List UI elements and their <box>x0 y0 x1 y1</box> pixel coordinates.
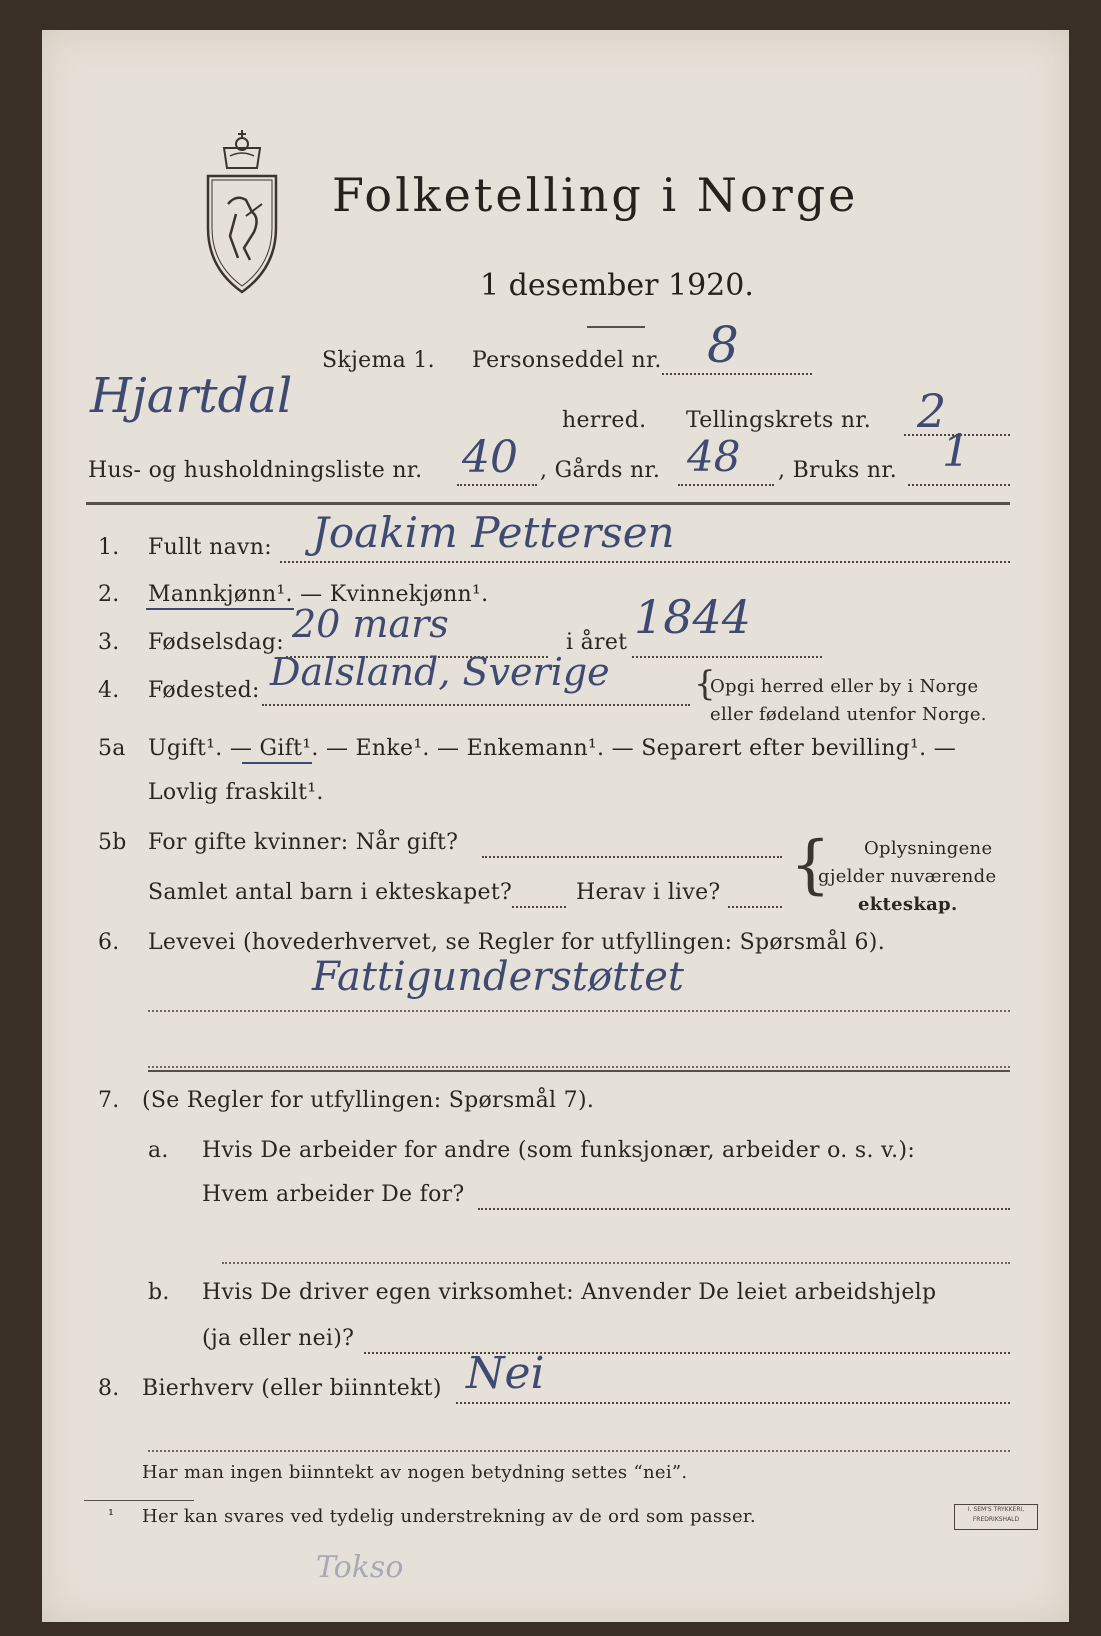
q2-gender-underline <box>146 608 294 610</box>
q6-number: 6. <box>98 930 120 955</box>
q4-birthplace-value[interactable]: Dalsland, Sverige <box>270 650 610 694</box>
printer-stamp-text: I. SEM'S TRYKKERI, FREDRIKSHALD <box>967 1506 1025 1523</box>
footer-note: Har man ingen biinntekt av nogen betydning settes “nei”. <box>142 1462 688 1483</box>
census-form-sheet <box>42 30 1069 1622</box>
q6-divider <box>148 1070 1010 1072</box>
q5b-note-line3: ekteskap. <box>858 894 958 915</box>
herred-value[interactable]: Hjartdal <box>90 368 293 424</box>
q8-line2 <box>148 1450 1010 1452</box>
bruks-line <box>908 484 1010 486</box>
footnote-text: Her kan svares ved tydelig understrekning av de ord som passer. <box>142 1506 756 1527</box>
q8-side-income-value[interactable]: Nei <box>466 1348 545 1399</box>
q4-note-line2: eller fødeland utenfor Norge. <box>710 704 987 725</box>
herred-label: herred. <box>562 408 647 433</box>
footnote-mark: ¹ <box>108 1506 115 1524</box>
title-rule <box>587 326 645 328</box>
printer-stamp <box>954 1504 1038 1530</box>
q7-number: 7. <box>98 1088 120 1113</box>
q5b-alive-label: Herav i live? <box>576 880 721 905</box>
q4-number: 4. <box>98 678 120 703</box>
q6-line1 <box>148 1010 1010 1012</box>
q7a-label-line1: Hvis De arbeider for andre (som funksjonær, arbeider o. s. v.): <box>202 1138 916 1163</box>
q5b-children-line <box>512 906 566 908</box>
hus-line <box>457 484 537 486</box>
q3-label: Fødselsdag: <box>148 630 285 655</box>
q1-number: 1. <box>98 535 120 560</box>
q7b-label-line2: (ja eller nei)? <box>202 1326 355 1351</box>
q4-brace: { <box>694 664 716 704</box>
gards-label: , Gårds nr. <box>540 458 661 483</box>
q5a-label-line2: Lovlig fraskilt¹. <box>148 780 324 805</box>
pencil-annotation: Tokso <box>316 1550 404 1585</box>
form-date: 1 desember 1920. <box>480 268 754 303</box>
norway-coat-of-arms-icon <box>202 108 282 294</box>
q2-gender-options: Mannkjønn¹. — Kvinnekjønn¹. <box>148 582 489 607</box>
q7-label: (Se Regler for utfyllingen: Spørsmål 7). <box>142 1088 595 1113</box>
q3-birthday-value[interactable]: 20 mars <box>292 602 449 646</box>
q3-year-value[interactable]: 1844 <box>634 590 752 644</box>
q1-line <box>280 561 1010 563</box>
q8-number: 8. <box>98 1376 120 1401</box>
q3-number: 3. <box>98 630 120 655</box>
q5b-note-line2: gjelder nuværende <box>818 866 997 887</box>
q5b-alive-line <box>728 906 782 908</box>
q2-number: 2. <box>98 582 120 607</box>
q5a-number: 5a <box>98 736 126 761</box>
q8-label: Bierhverv (eller biinntekt) <box>142 1376 442 1401</box>
header-divider <box>86 502 1010 505</box>
bruks-value[interactable]: 1 <box>942 426 970 477</box>
q4-label: Fødested: <box>148 678 260 703</box>
q7a-employer-line <box>478 1208 1010 1210</box>
footnote-rule <box>84 1500 194 1501</box>
q6-line2 <box>148 1066 1010 1068</box>
q5b-children-label: Samlet antal barn i ekteskapet? <box>148 880 513 905</box>
q3-year-line <box>632 656 822 658</box>
q3-year-label: i året <box>566 630 628 655</box>
tellingskrets-label: Tellingskrets nr. <box>686 408 871 433</box>
q5a-gift-underline <box>242 762 312 764</box>
hus-value[interactable]: 40 <box>462 432 518 483</box>
q1-label: Fullt navn: <box>148 535 272 560</box>
q7b-letter: b. <box>148 1280 170 1305</box>
personseddel-label: Personseddel nr. <box>472 348 662 373</box>
gards-value[interactable]: 48 <box>687 432 741 481</box>
q8-line <box>456 1402 1010 1404</box>
q5b-number: 5b <box>98 830 127 855</box>
hus-label: Hus- og husholdningsliste nr. <box>88 458 423 483</box>
q5b-brace: { <box>790 828 831 902</box>
q5b-note-line1: Oplysningene <box>864 838 993 859</box>
q5b-when-married-label: For gifte kvinner: Når gift? <box>148 830 459 855</box>
q5a-marital-options: Ugift¹. — Gift¹. — Enke¹. — Enkemann¹. — Separert efter bevilling¹. — <box>148 736 957 761</box>
q7b-answer-line <box>364 1352 1010 1354</box>
tellingskrets-value[interactable]: 2 <box>917 384 947 438</box>
q4-note-line1: Opgi herred eller by i Norge <box>710 676 979 697</box>
q7a-employer-line2 <box>222 1262 1010 1264</box>
q5b-when-married-line <box>482 856 782 858</box>
q7a-letter: a. <box>148 1138 169 1163</box>
form-title: Folketelling i Norge <box>332 168 859 222</box>
gards-line <box>678 484 774 486</box>
q6-label: Levevei (hovederhvervet, se Regler for utfyllingen: Spørsmål 6). <box>148 930 885 955</box>
q6-occupation-value[interactable]: Fattigunderstøttet <box>312 954 684 1000</box>
personseddel-value[interactable]: 8 <box>707 316 739 374</box>
q1-full-name-value[interactable]: Joakim Pettersen <box>312 508 675 557</box>
q4-line <box>262 704 690 706</box>
bruks-label: , Bruks nr. <box>778 458 898 483</box>
q7a-label-line2: Hvem arbeider De for? <box>202 1182 465 1207</box>
q7b-label-line1: Hvis De driver egen virksomhet: Anvender De leiet arbeidshjelp <box>202 1280 937 1305</box>
schema-label: Skjema 1. <box>322 348 435 373</box>
